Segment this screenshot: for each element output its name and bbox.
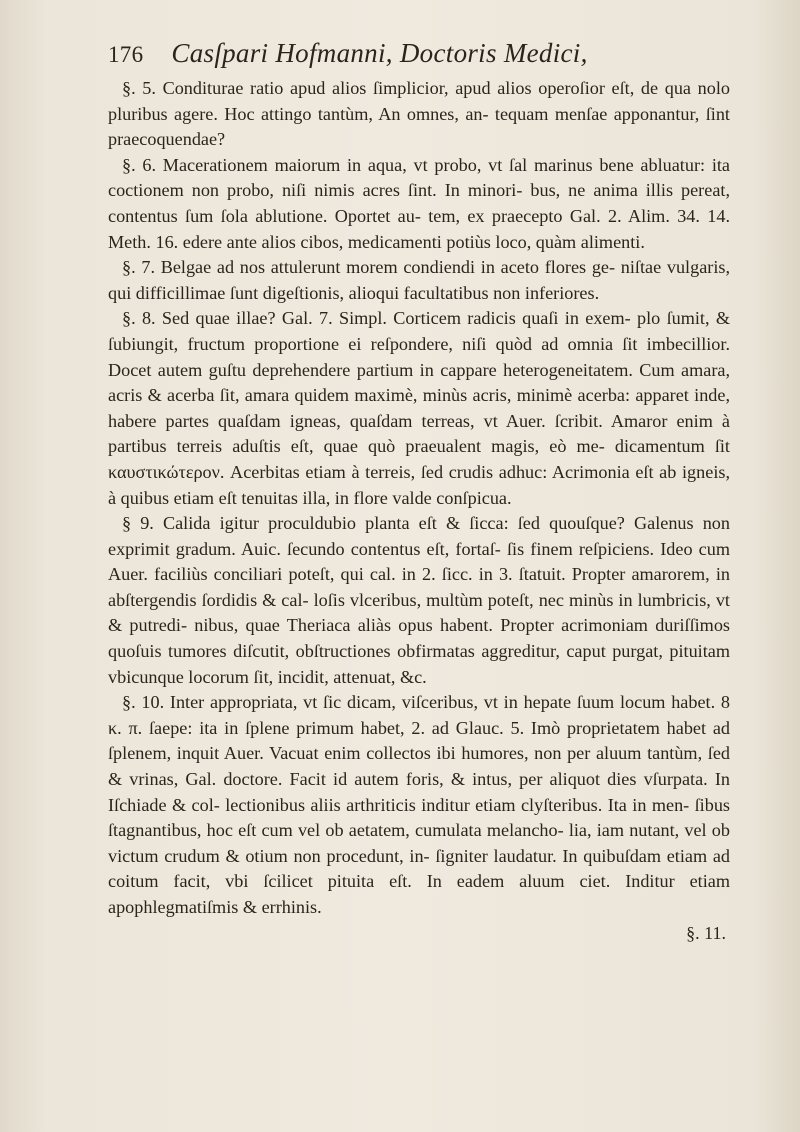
- running-head: Casſpari Hofmanni, Doctoris Medici,: [171, 38, 588, 68]
- paragraph-6: §. 6. Macerationem maiorum in aqua, vt probo, vt ſal marinus bene abluatur: ita coctionem non probo, niſi nimis acres ſint. In minori- bus, ne anima illis pereat, contentus ſum ſola ablutione. Oportet au- tem, ex praecepto Gal. 2. Alim. 34. 14. Meth. 16. edere ante alios cibos, medicamenti potiùs loco, quàm alimenti.: [108, 154, 730, 252]
- paragraph-10: §. 10. Inter appropriata, vt ſic dicam, viſceribus, vt in hepate ſuum locum habet. 8 κ. π. ſaepe: ita in ſplene primum habet, 2. ad Glauc. 5. Imò proprietatem habet ad ſplenem, inquit Auer. Vacuat enim collectos ibi humores, non per aluum tantùm, ſed & vrinas, Gal. doctore. Facit id autem foris, & intus, per aliquot dies vſurpata. In Iſchiade & col- lectionibus aliis arthriticis inditur etiam clyſteribus. Ita in men- ſibus ſtagnantibus, hoc eſt cum vel ob aetatem, cumulata melancho- lia, iam nutant, vel ob victum crudum & otium non procedunt, in- ſigniter laudatur. In quibuſdam etiam ad coitum facit, vbi ſcilicet pituita eſt. In eadem aluum ciet. Inditur etiam apophlegmatiſmis & errhinis.: [108, 692, 730, 917]
- paragraph-5: §. 5. Conditurae ratio apud alios ſimplicior, apud alios operoſior eſt, de qua nolo pluribus agere. Hoc attingo tantùm, An omnes, an- tequam menſae apponantur, ſint praecoquendae?: [108, 78, 730, 150]
- page-header: [108, 38, 730, 72]
- body-text: [108, 76, 730, 921]
- page-number: 176: [108, 42, 144, 67]
- paragraph-7: §. 7. Belgae ad nos attulerunt morem condiendi in aceto flores ge- niſtae vulgaris, qui difficillimae ſunt digeſtionis, alioqui facultatibus non inferiores.: [108, 257, 730, 303]
- paragraph-8: §. 8. Sed quae illae? Gal. 7. Simpl. Corticem radicis quaſi in exem- plo ſumit, & ſubiungit, fructum proportione ei reſpondere, niſi quòd ad omnia ſit imbecillior. Docet autem guſtu deprehendere partium in cappare heterogeneitatem. Cum amara, acris & acerba ſit, amara quidem maximè, minùs acris, minimè acerba: apparet inde, habere partes quaſdam igneas, quaſdam terreas, vt Auer. ſcribit. Amaror enim à partibus terreis aduſtis eſt, quae quò praeualent magis, eò me- dicamentum ſit καυστικώτερον. Acerbitas etiam à terreis, ſed crudis adhuc: Acrimonia eſt ab igneis, à quibus etiam eſt tenuitas illa, in flore valde conſpicua.: [108, 308, 730, 508]
- catchword: §. 11.: [686, 922, 726, 943]
- paragraph-9: § 9. Calida igitur proculdubio planta eſt & ſicca: ſed quouſque? Galenus non exprimit gradum. Auic. ſecundo contentus eſt, fortaſ- ſis finem reſpiciens. Ideo cum Auer. faciliùs conciliari poteſt, qui cal. in 2. ſicc. in 3. ſtatuit. Propter amarorem, in abſtergendis ſordidis & cal- loſis vlceribus, multùm poteſt, nec minùs in lumbricis, vt & putredi- nibus, quae Theriaca aliàs opus habent. Propter acrimoniam duriſſimos quoſuis tumores diſcutit, obſtructiones obfirmatas aggreditur, caput purgat, pituitam vbicunque locorum ſit, incidit, attenuat, &c.: [108, 513, 730, 687]
